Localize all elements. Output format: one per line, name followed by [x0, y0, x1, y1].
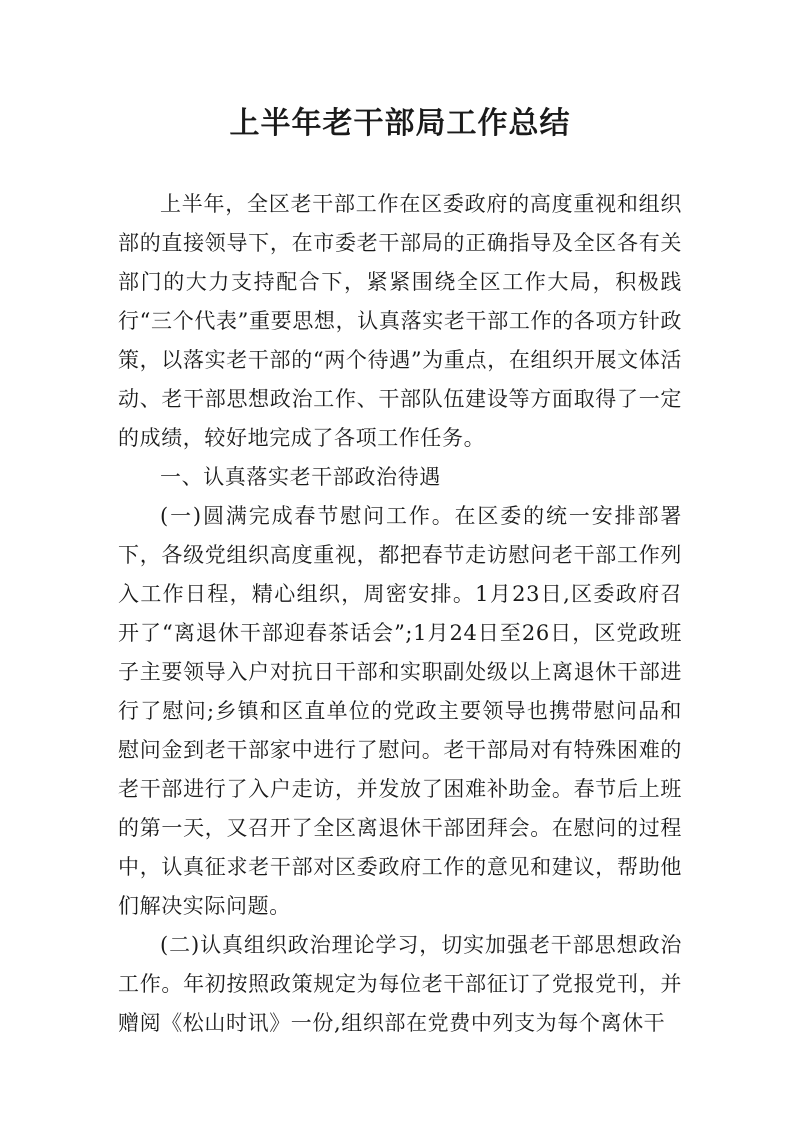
- intro-paragraph: 上半年，全区老干部工作在区委政府的高度重视和组织部的直接领导下，在市委老干部局的正确指导及全区各有关部门的大力支持配合下，紧紧围绕全区工作大局，积极践行“三个代表”重要思想，认真落实老干部工作的各项方针政策，以落实老干部的“两个待遇”为重点，在组织开展文体活动、老干部思想政治工作、干部队伍建设等方面取得了一定的成绩，较好地完成了各项工作任务。: [118, 192, 682, 450]
- subsection-paragraph-1: (一)圆满完成春节慰问工作。在区委的统一安排部署下，各级党组织高度重视，都把春节走访慰问老干部工作列入工作日程，精心组织，周密安排。1月23日,区委政府召开了“离退休干部迎春茶话会”;1月24日至26日，区党政班子主要领导入户对抗日干部和实职副处级以上离退休干部进行了慰问;乡镇和区直单位的党政主要领导也携带慰问品和慰问金到老干部家中进行了慰问。老干部局对有特殊困难的老干部进行了入户走访，并发放了困难补助金。春节后上班的第一天，又召开了全区离退休干部团拜会。在慰问的过程中，认真征求老干部对区委政府工作的意见和建议，帮助他们解决实际问题。: [118, 504, 682, 918]
- document-body: [118, 185, 682, 1043]
- section-heading-1: 一、认真落实老干部政治待遇: [160, 465, 441, 489]
- document-title: 上半年老干部局工作总结: [229, 106, 571, 141]
- subsection-paragraph-2: (二)认真组织政治理论学习，切实加强老干部思想政治工作。年初按照政策规定为每位老干部征订了党报党刊，并赠阅《松山时讯》一份,组织部在党费中列支为每个离休干: [118, 933, 682, 1035]
